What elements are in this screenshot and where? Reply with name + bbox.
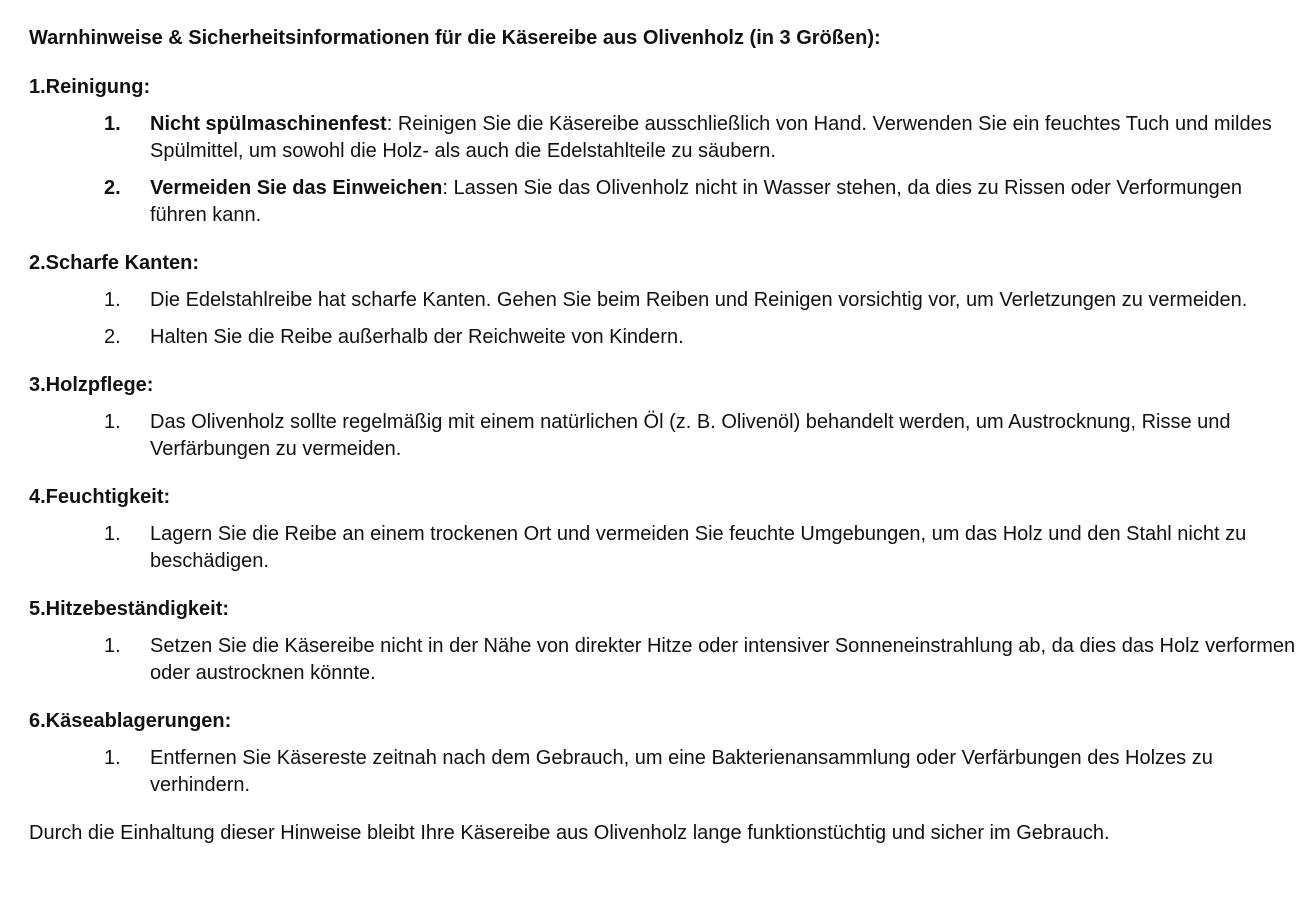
section-scharfe-kanten <box>29 250 1296 351</box>
list-item-number: 2. <box>104 326 121 348</box>
list-item-number: 1. <box>104 635 121 657</box>
list-item <box>29 745 1296 799</box>
section-heading: 1.Reinigung: <box>29 76 151 98</box>
list-item <box>29 175 1296 229</box>
section-feuchtigkeit <box>29 484 1296 575</box>
section-heading: 6.Käseablagerungen: <box>29 710 232 732</box>
list-item-number: 1. <box>104 411 121 433</box>
closing-paragraph: Durch die Einhaltung dieser Hinweise bleibt Ihre Käsereibe aus Olivenholz lange funktionstüchtig und sicher im Gebrauch. <box>29 822 1110 844</box>
list-item <box>29 287 1296 314</box>
document-title: Warnhinweise & Sicherheitsinformationen für die Käsereibe aus Olivenholz (in 3 Größen): <box>29 27 881 49</box>
list-item-text: Entfernen Sie Käsereste zeitnah nach dem Gebrauch, um eine Bakterienansammlung oder Verfärbungen des Holzes zu verhindern. <box>150 747 1213 796</box>
list-item <box>29 324 1296 351</box>
list-item-text: Setzen Sie die Käsereibe nicht in der Nähe von direkter Hitze oder intensiver Sonneneinstrahlung ab, da dies das Holz verformen oder austrocknen könnte. <box>150 635 1296 684</box>
numbered-list <box>29 633 1296 687</box>
list-item-number: 1. <box>104 523 121 545</box>
section-holzpflege <box>29 372 1296 463</box>
section-heading: 4.Feuchtigkeit: <box>29 486 171 508</box>
list-item-number: 1. <box>104 113 121 135</box>
section-heading: 2.Scharfe Kanten: <box>29 252 200 274</box>
numbered-list <box>29 287 1296 351</box>
section-heading: 5.Hitzebeständigkeit: <box>29 598 230 620</box>
section-kaeseablagerungen <box>29 708 1296 799</box>
numbered-list <box>29 745 1296 799</box>
list-item-text: Die Edelstahlreibe hat scharfe Kanten. Gehen Sie beim Reiben und Reinigen vorsichtig vor, um Verletzungen zu vermeiden. <box>150 289 1248 311</box>
section-reinigung <box>29 74 1296 229</box>
list-item <box>29 521 1296 575</box>
list-item-text: Lagern Sie die Reibe an einem trockenen Ort und vermeiden Sie feuchte Umgebungen, um das Holz und den Stahl nicht zu beschädigen. <box>150 523 1247 572</box>
section-heading: 3.Holzpflege: <box>29 374 154 396</box>
numbered-list <box>29 409 1296 463</box>
list-item <box>29 111 1296 165</box>
numbered-list <box>29 521 1296 575</box>
list-item-lead: Nicht spülmaschinenfest <box>150 113 387 135</box>
numbered-list <box>29 111 1296 229</box>
list-item <box>29 409 1296 463</box>
section-hitzebestaendigkeit <box>29 596 1296 687</box>
list-item <box>29 633 1296 687</box>
list-item-number: 1. <box>104 747 121 769</box>
list-item-number: 1. <box>104 289 121 311</box>
list-item-text: : Lassen Sie das Olivenholz nicht in Wasser stehen, da dies zu Rissen oder Verformungen führen kann. <box>150 177 1243 226</box>
list-item-number: 2. <box>104 177 121 199</box>
list-item-lead: Vermeiden Sie das Einweichen <box>150 177 443 199</box>
list-item-text: : Reinigen Sie die Käsereibe ausschließlich von Hand. Verwenden Sie ein feuchtes Tuch und mildes Spülmittel, um sowohl die Holz- als auch die Edelstahlteile zu säubern. <box>150 113 1272 162</box>
list-item-text: Halten Sie die Reibe außerhalb der Reichweite von Kindern. <box>150 326 684 348</box>
list-item-text: Das Olivenholz sollte regelmäßig mit einem natürlichen Öl (z. B. Olivenöl) behandelt werden, um Austrocknung, Risse und Verfärbungen zu vermeiden. <box>150 411 1231 460</box>
